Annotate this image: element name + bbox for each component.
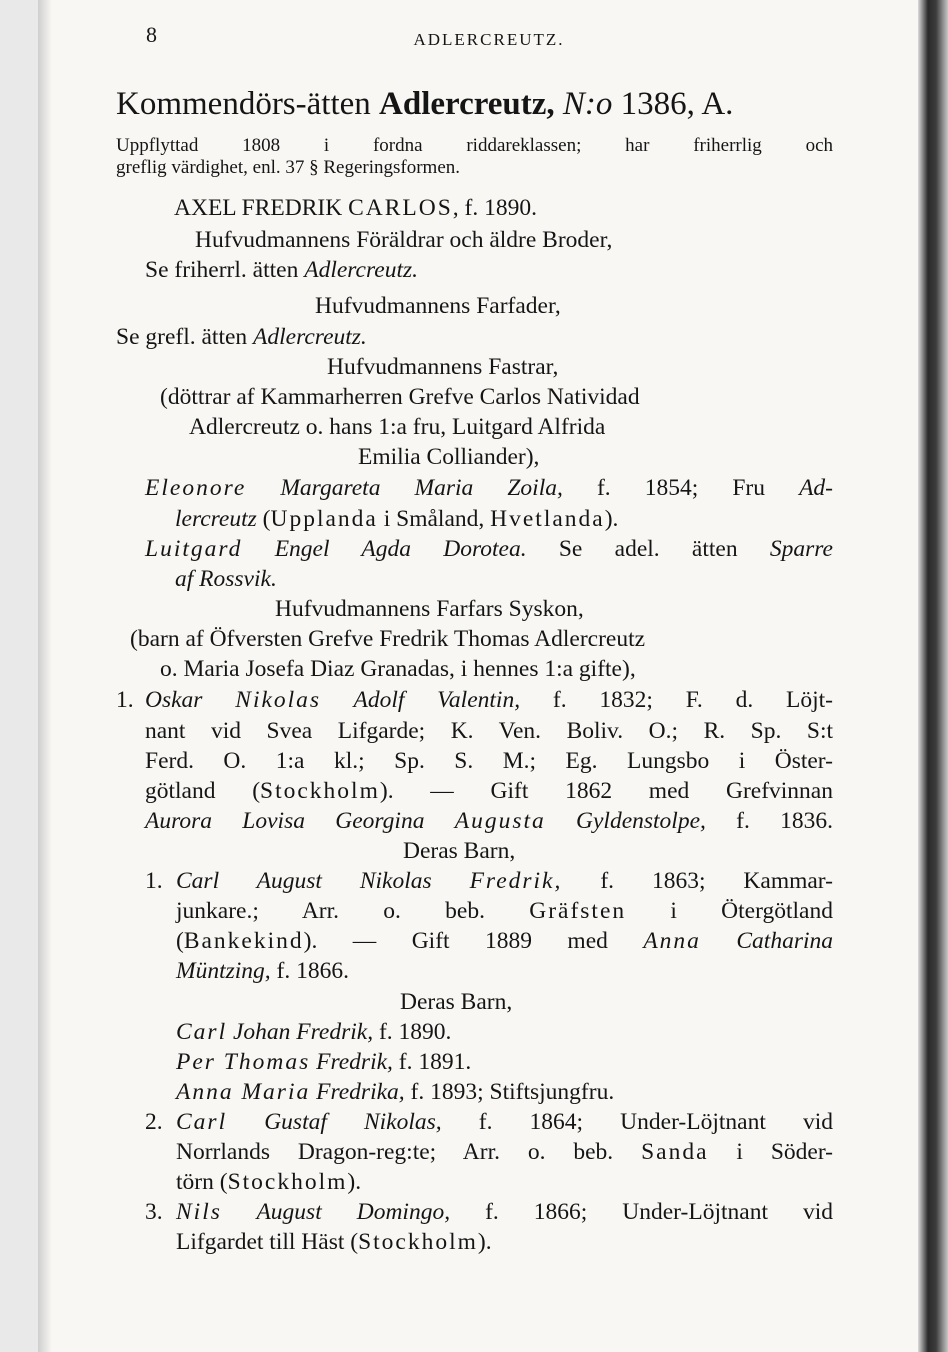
oskar-names: Adolf Valentin, bbox=[321, 687, 521, 713]
aunt-eleonore-place-prefix: ( bbox=[256, 506, 271, 532]
page-gutter-shadow bbox=[38, 0, 52, 1352]
head-of-family bbox=[174, 193, 537, 223]
grandchild-3-first: Anna Maria bbox=[176, 1079, 311, 1105]
intro-line-1: Uppflyttad 1808 i fordna riddareklassen; har friherrlig och bbox=[116, 135, 833, 156]
carl-gustaf-names: Gustaf Nikolas, bbox=[227, 1109, 442, 1135]
carl-august-l2-place: Gräfsten bbox=[529, 898, 627, 924]
carl-august-l4-a: Müntzing, bbox=[176, 958, 271, 984]
aunt-eleonore-line-1 bbox=[145, 473, 833, 503]
carl-august-names-a: Carl August Nikolas bbox=[176, 868, 470, 894]
carl-gustaf-line-3 bbox=[176, 1167, 361, 1197]
intro-line-2: greflig värdighet, enl. 37 § Regeringsformen. bbox=[116, 157, 461, 178]
head-name-spaced: CARLOS bbox=[348, 195, 453, 221]
title-class: , A. bbox=[686, 86, 734, 122]
aunt-luitgard-names: Engel Agda Dorotea. bbox=[242, 536, 527, 562]
aunts-desc-3: Emilia Colliander), bbox=[358, 444, 540, 470]
parents-heading: Hufvudmannens Föräldrar och äldre Broder, bbox=[195, 227, 613, 253]
carl-august-line-4 bbox=[176, 956, 349, 986]
carl-august-l3-place: Bankekind bbox=[183, 928, 304, 954]
oskar-l4-place: Stockholm bbox=[260, 778, 380, 804]
grandfather-ref-prefix: Se grefl. ätten bbox=[116, 324, 254, 350]
head-name: AXEL FREDRIK bbox=[174, 195, 349, 221]
carl-gustaf-l2-b: i Söder- bbox=[708, 1139, 833, 1165]
aunts-heading: Hufvudmannens Fastrar, bbox=[327, 354, 559, 380]
aunt-eleonore-place-mid: i Småland, bbox=[377, 506, 491, 532]
oskar-l5-spaced: Augusta bbox=[454, 808, 546, 834]
aunt-eleonore-line-2 bbox=[175, 504, 618, 534]
grandchildren-heading: Deras Barn, bbox=[400, 989, 513, 1015]
father-siblings-desc-2: o. Maria Josefa Diaz Granadas, i hennes 1:a gifte), bbox=[160, 656, 636, 682]
page-number: 8 bbox=[146, 22, 159, 47]
oskar-number: 1. bbox=[116, 687, 134, 713]
oskar-line-2: nant vid Svea Lifgarde; K. Ven. Boliv. O.; R. Sp. S:t bbox=[145, 718, 833, 744]
carl-gustaf-l2-place: Sanda bbox=[641, 1139, 709, 1165]
nils-l1-rest: f. 1866; Under-Löjtnant vid bbox=[450, 1199, 833, 1225]
carl-august-l2-a: junkare.; Arr. o. beb. bbox=[176, 898, 530, 924]
parents-ref-prefix: Se friherrl. ätten bbox=[145, 257, 305, 283]
grandchild-3-rest: f. 1893; Stiftsjungfru. bbox=[404, 1079, 615, 1105]
aunt-luitgard-ref: Se adel. ätten bbox=[526, 536, 770, 562]
oskar-line-3: Ferd. O. 1:a kl.; Sp. S. M.; Eg. Lungsbo i Öster- bbox=[145, 748, 833, 774]
oskar-line-5 bbox=[145, 806, 833, 836]
aunt-eleonore-spouse-a: Ad- bbox=[799, 475, 833, 501]
grandchild-2-names: Fredrik, bbox=[310, 1049, 393, 1075]
carl-gustaf-l1-rest: f. 1864; Under-Löjtnant vid bbox=[441, 1109, 833, 1135]
carl-gustaf-l3-a: törn ( bbox=[176, 1169, 228, 1195]
children-heading: Deras Barn, bbox=[403, 838, 516, 864]
aunt-eleonore-place-end: ). bbox=[604, 506, 619, 532]
oskar-l5-b: Gyldenstolpe, bbox=[545, 808, 706, 834]
page-title bbox=[116, 84, 733, 124]
carl-august-line-1 bbox=[176, 866, 833, 896]
father-siblings-heading: Hufvudmannens Farfars Syskon, bbox=[275, 596, 584, 622]
nils-first: Nils bbox=[176, 1199, 222, 1225]
oskar-l4-a: götland ( bbox=[145, 778, 261, 804]
page-edge-binding bbox=[918, 0, 948, 1352]
oskar-l4-b: ). — Gift 1862 med Grefvinnan bbox=[379, 778, 833, 804]
carl-august-l3-c: Anna bbox=[643, 928, 701, 954]
oskar-line-1 bbox=[145, 685, 833, 715]
title-number: 1386 bbox=[620, 86, 687, 122]
grandchild-1 bbox=[176, 1017, 451, 1047]
aunt-luitgard-line-1 bbox=[145, 534, 833, 564]
aunt-eleonore-spouse-b: lercreutz bbox=[175, 506, 257, 532]
head-born: , f. 1890. bbox=[452, 195, 537, 221]
parents-ref-name: Adlercreutz. bbox=[304, 257, 418, 283]
oskar-l5-a: Aurora Lovisa Georgina bbox=[145, 808, 455, 834]
parents-ref bbox=[145, 255, 418, 285]
aunt-eleonore-place-2: Hvetlanda bbox=[490, 506, 605, 532]
nils-line-1 bbox=[176, 1197, 833, 1227]
grandchild-1-rest: f. 1890. bbox=[373, 1019, 452, 1045]
aunt-eleonore-born: f. 1854; Fru bbox=[562, 475, 800, 501]
grandchild-2-rest: f. 1891. bbox=[392, 1049, 472, 1075]
title-family-name: Adlercreutz, bbox=[379, 86, 555, 122]
grandchild-1-names: Johan Fredrik, bbox=[227, 1019, 374, 1045]
grandchild-1-first: Carl bbox=[176, 1019, 228, 1045]
carl-august-l1-rest: f. 1863; Kammar- bbox=[562, 868, 833, 894]
oskar-l5-c: f. 1836. bbox=[705, 808, 834, 834]
running-head: ADLERCREUTZ. bbox=[413, 30, 565, 49]
aunt-luitgard-ref-name-b: af Rossvik. bbox=[175, 566, 277, 592]
title-prefix: Kommendörs-ätten bbox=[116, 86, 380, 122]
carl-august-l2-b: i Ötergötland bbox=[626, 898, 833, 924]
nils-l2-b: ). bbox=[477, 1229, 492, 1255]
grandfather-ref bbox=[116, 322, 367, 352]
carl-gustaf-number: 2. bbox=[145, 1109, 163, 1135]
carl-august-l3-b: ). — Gift 1889 med bbox=[303, 928, 644, 954]
oskar-first: Oskar bbox=[145, 687, 203, 713]
carl-august-l3-d: Catharina bbox=[700, 928, 833, 954]
nils-names: August Domingo, bbox=[221, 1199, 451, 1225]
grandfather-ref-name: Adlercreutz. bbox=[253, 324, 367, 350]
nils-number: 3. bbox=[145, 1199, 163, 1225]
carl-gustaf-line-1 bbox=[176, 1107, 833, 1137]
nils-line-2 bbox=[176, 1227, 492, 1257]
carl-gustaf-l3-place: Stockholm bbox=[227, 1169, 348, 1195]
oskar-line-4 bbox=[145, 776, 833, 806]
aunt-eleonore-first: Eleonore bbox=[145, 475, 247, 501]
carl-august-l3-a: ( bbox=[176, 928, 184, 954]
grandchild-2 bbox=[176, 1047, 471, 1077]
aunts-desc-1: (döttrar af Kammarherren Grefve Carlos Natividad bbox=[160, 384, 640, 410]
carl-august-names-spaced: Fredrik, bbox=[469, 868, 563, 894]
carl-gustaf-l3-b: ). bbox=[347, 1169, 362, 1195]
aunt-luitgard-ref-name-a: Sparre bbox=[769, 536, 833, 562]
aunts-desc-2: Adlercreutz o. hans 1:a fru, Luitgard Alfrida bbox=[189, 414, 606, 440]
aunt-eleonore-place: Upplanda bbox=[270, 506, 378, 532]
carl-august-number: 1. bbox=[145, 868, 163, 894]
father-siblings-desc-1: (barn af Öfversten Grefve Fredrik Thomas Adlercreutz bbox=[130, 626, 646, 652]
carl-gustaf-first: Carl bbox=[176, 1109, 228, 1135]
carl-gustaf-l2-a: Norrlands Dragon-reg:te; Arr. o. beb. bbox=[176, 1139, 642, 1165]
grandfather-heading: Hufvudmannens Farfader, bbox=[315, 293, 561, 319]
grandchild-3-names: Fredrika, bbox=[310, 1079, 405, 1105]
carl-august-line-2 bbox=[176, 896, 833, 926]
grandchild-2-first: Per Thomas bbox=[176, 1049, 311, 1075]
title-no-label: N:o bbox=[554, 86, 621, 122]
carl-august-l4-b: f. 1866. bbox=[270, 958, 349, 984]
aunt-eleonore-names: Margareta Maria Zoila, bbox=[246, 475, 563, 501]
grandchild-3 bbox=[176, 1077, 614, 1107]
carl-gustaf-line-2 bbox=[176, 1137, 833, 1167]
nils-l2-a: Lifgardet till Häst ( bbox=[176, 1229, 359, 1255]
oskar-second: Nikolas bbox=[235, 687, 322, 713]
carl-august-line-3 bbox=[176, 926, 833, 956]
aunt-luitgard-first: Luitgard bbox=[145, 536, 243, 562]
oskar-l1-rest: f. 1832; F. d. Löjt- bbox=[520, 687, 834, 713]
nils-l2-place: Stockholm bbox=[358, 1229, 478, 1255]
